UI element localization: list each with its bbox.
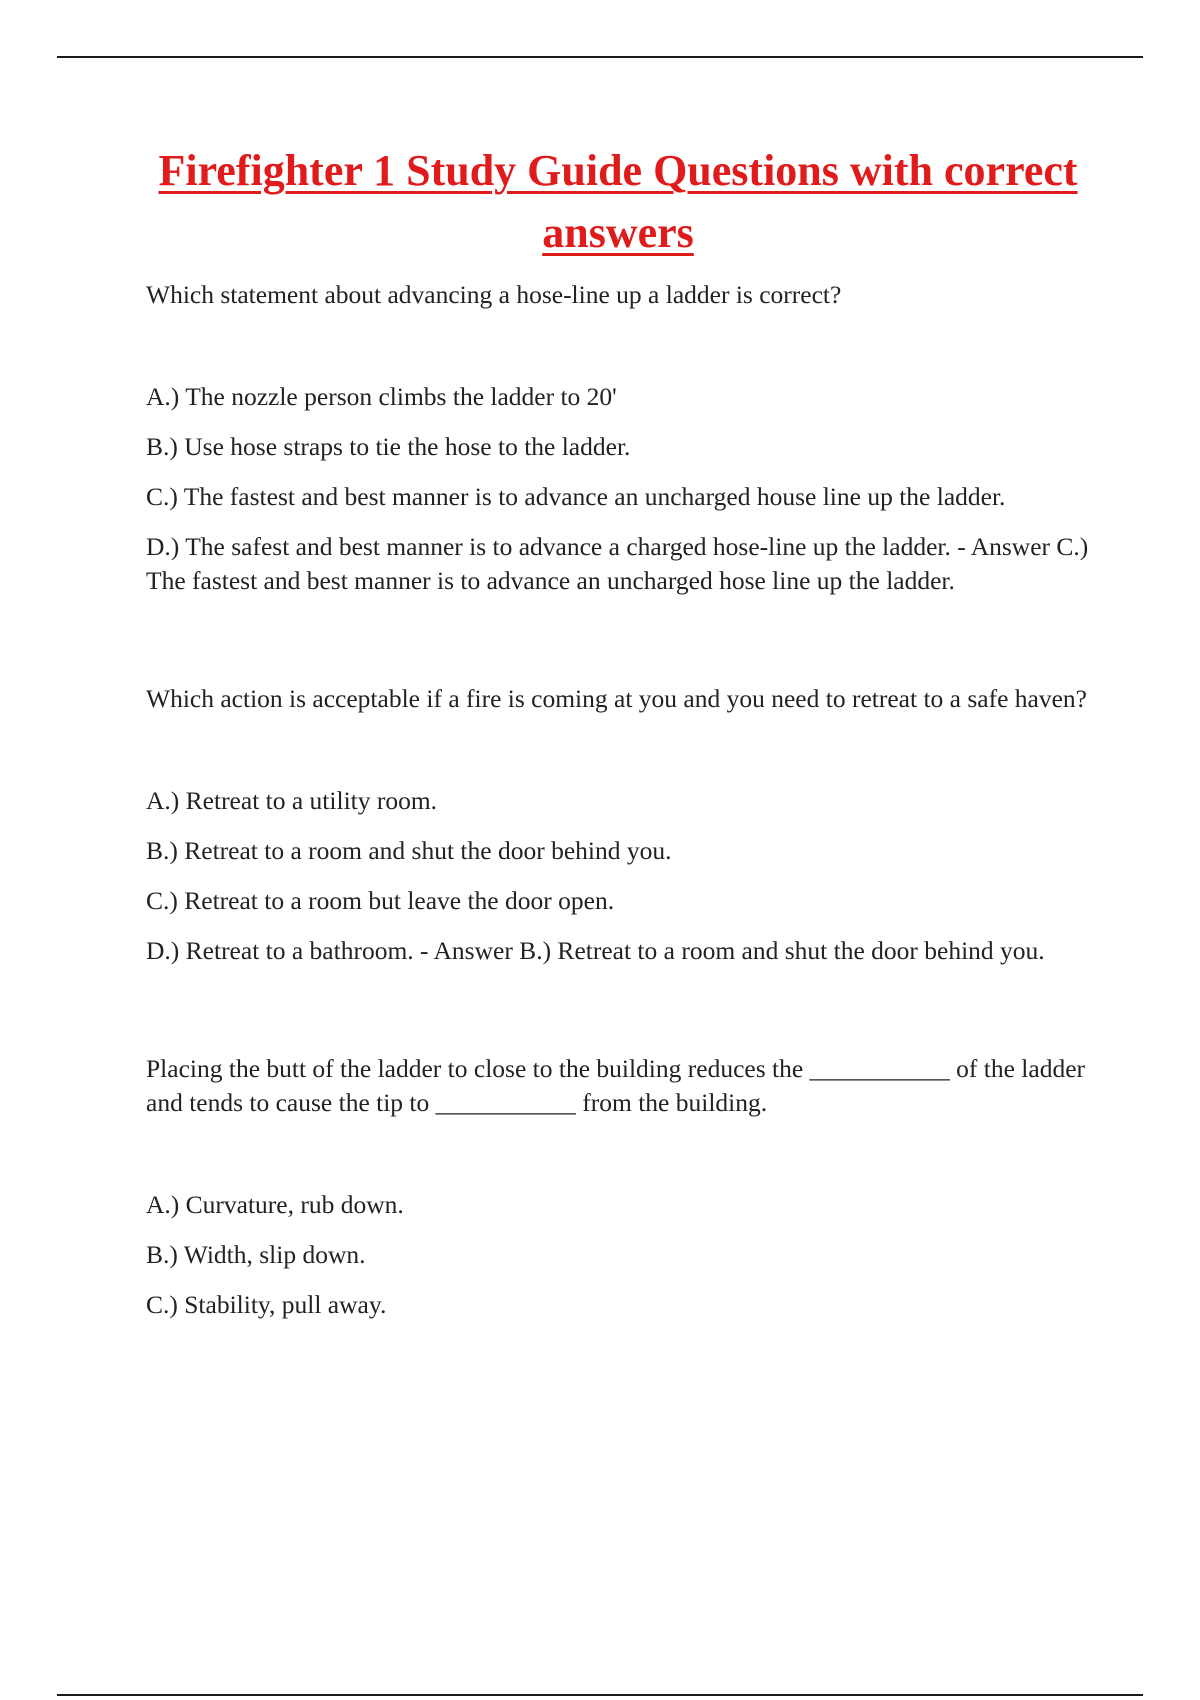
answer-option: B.) Retreat to a room and shut the door behind you. <box>146 836 672 865</box>
question-prompt: Which statement about advancing a hose-line up a ladder is correct? <box>146 280 842 309</box>
footer-rule <box>57 1694 1143 1696</box>
question-prompt: Placing the butt of the ladder to close to the building reduces the ___________ of the ladder and tends to cause the tip to ___________ from the building. <box>146 1054 1086 1117</box>
header-rule <box>57 56 1143 58</box>
answer-option-with-answer: D.) The safest and best manner is to advance a charged hose-line up the ladder. - Answer C.) The fastest and best manner is to advance an uncharged hose line up the ladder. <box>146 532 1089 595</box>
question-block-3 <box>146 1052 1096 1322</box>
answer-option: C.) The fastest and best manner is to advance an uncharged house line up the ladder. <box>146 482 1006 511</box>
question-block-2 <box>146 682 1096 968</box>
answer-option: C.) Stability, pull away. <box>146 1290 387 1319</box>
answer-option: C.) Retreat to a room but leave the door open. <box>146 886 615 915</box>
answer-option-with-answer: D.) Retreat to a bathroom. - Answer B.) Retreat to a room and shut the door behind you. <box>146 936 1045 965</box>
answer-option: B.) Width, slip down. <box>146 1240 366 1269</box>
document-body <box>146 278 1096 1338</box>
document-title-text: Firefighter 1 Study Guide Questions with correct answers <box>158 146 1078 257</box>
answer-option: A.) The nozzle person climbs the ladder to 20' <box>146 382 617 411</box>
answer-option: B.) Use hose straps to tie the hose to the ladder. <box>146 432 631 461</box>
document-title <box>100 140 1136 264</box>
question-block-1 <box>146 278 1096 598</box>
question-prompt: Which action is acceptable if a fire is coming at you and you need to retreat to a safe haven? <box>146 684 1087 713</box>
answer-option: A.) Curvature, rub down. <box>146 1190 404 1219</box>
answer-option: A.) Retreat to a utility room. <box>146 786 438 815</box>
